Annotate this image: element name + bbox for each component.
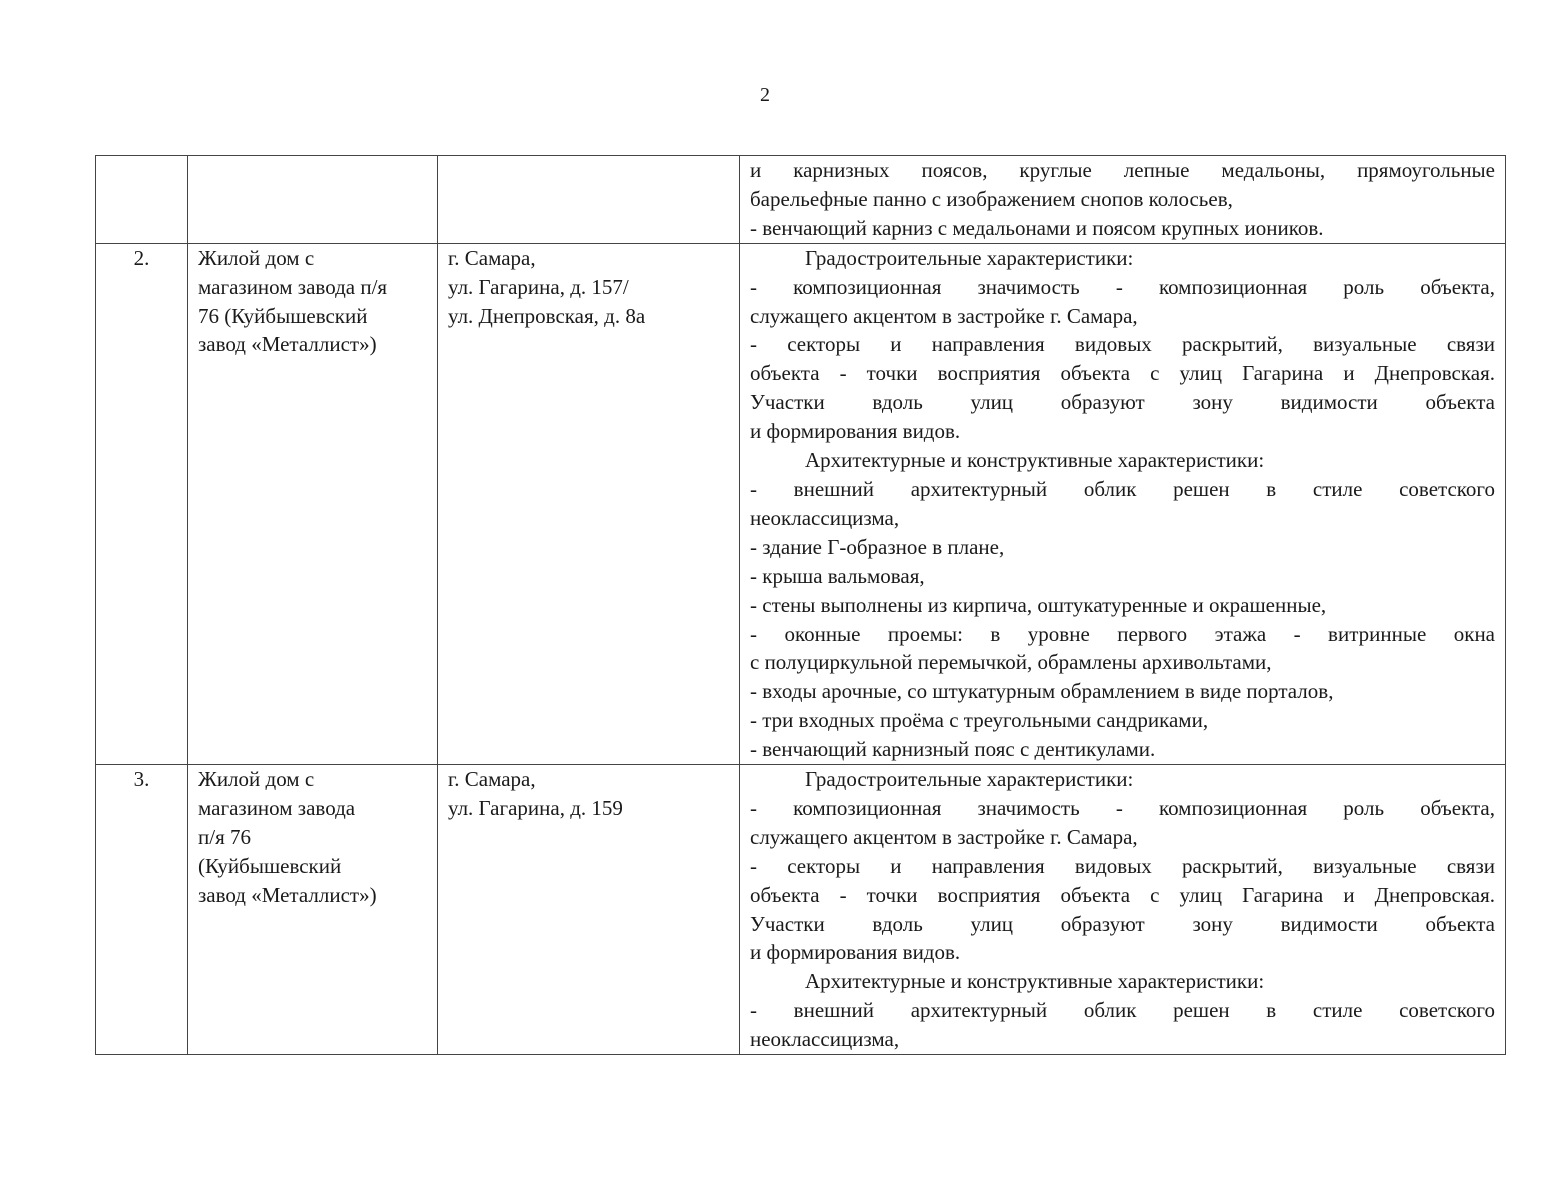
address-cell (438, 765, 740, 1055)
description-line: Участки вдоль улиц образуют зону видимости объекта (750, 390, 1495, 415)
description-line: объекта - точки восприятия объекта с улиц Гагарина и Днепровская. (750, 361, 1495, 386)
description-line: барельефные панно с изображением снопов колосьев, (750, 186, 1233, 211)
address-cell (438, 156, 740, 244)
object-name-line: 76 (Куйбышевский (198, 303, 368, 328)
description-line: неоклассицизма, (750, 505, 900, 530)
object-name-line: магазином завода (198, 795, 356, 820)
description-cell (740, 156, 1506, 244)
object-name-line: завод «Металлист») (198, 882, 377, 907)
description-cell (740, 765, 1506, 1055)
section-heading: Градостроительные характеристики: (805, 245, 1134, 270)
description-line: - входы арочные, со штукатурным обрамлением в виде порталов, (750, 679, 1334, 704)
row-number-cell (96, 765, 188, 1055)
description-line: - внешний архитектурный облик решен в стиле советского (750, 998, 1495, 1023)
description-line: и карнизных поясов, круглые лепные медальоны, прямоугольные (750, 158, 1495, 182)
description-line: - композиционная значимость - композиционная роль объекта, (750, 795, 1495, 820)
object-name-cell (188, 243, 438, 764)
description-line: - секторы и направления видовых раскрытий, визуальные связи (750, 332, 1495, 357)
monuments-table (95, 155, 1506, 1055)
address-line: ул. Днепровская, д. 8а (448, 303, 646, 328)
description-line: - венчающий карниз с медальонами и поясом крупных иоников. (750, 215, 1324, 240)
address-line: г. Самара, (448, 767, 536, 792)
object-name-line: Жилой дом с (198, 245, 315, 270)
object-name-line: завод «Металлист») (198, 332, 377, 357)
object-name-line: (Куйбышевский (198, 853, 342, 878)
description-line: - три входных проёма с треугольными сандриками, (750, 708, 1209, 733)
object-name-cell (188, 156, 438, 244)
description-line: - оконные проемы: в уровне первого этажа - витринные окна (750, 621, 1495, 646)
description-line: - здание Г-образное в плане, (750, 534, 1005, 559)
address-line: ул. Гагарина, д. 157/ (448, 274, 629, 299)
description-line: служащего акцентом в застройке г. Самара, (750, 824, 1138, 849)
description-line: - внешний архитектурный облик решен в стиле советского (750, 476, 1495, 501)
description-line: - секторы и направления видовых раскрытий, визуальные связи (750, 853, 1495, 878)
description-cell (740, 243, 1506, 764)
object-name-line: п/я 76 (198, 824, 251, 849)
address-line: ул. Гагарина, д. 159 (448, 795, 623, 820)
section-heading: Градостроительные характеристики: (805, 767, 1134, 792)
row-number-cell (96, 156, 188, 244)
address-cell (438, 243, 740, 764)
description-line: и формирования видов. (750, 940, 961, 965)
section-heading: Архитектурные и конструктивные характеристики: (805, 448, 1265, 473)
description-line: - композиционная значимость - композиционная роль объекта, (750, 274, 1495, 299)
object-name-line: Жилой дом с (198, 767, 315, 792)
table-row-continuation (96, 156, 1506, 244)
section-heading: Архитектурные и конструктивные характеристики: (805, 969, 1265, 994)
object-name-line: магазином завода п/я (198, 274, 388, 299)
description-line: Участки вдоль улиц образуют зону видимости объекта (750, 911, 1495, 936)
page-number: 2 (760, 84, 770, 106)
description-line: объекта - точки восприятия объекта с улиц Гагарина и Днепровская. (750, 882, 1495, 907)
table-row (96, 243, 1506, 764)
row-number: 2. (133, 245, 150, 270)
description-line: - крыша вальмовая, (750, 563, 925, 588)
description-line: с полуциркульной перемычкой, обрамлены архивольтами, (750, 650, 1272, 675)
description-line: неоклассицизма, (750, 1027, 900, 1052)
row-number-cell (96, 243, 188, 764)
address-line: г. Самара, (448, 245, 536, 270)
description-line: - стены выполнены из кирпича, оштукатуренные и окрашенные, (750, 592, 1327, 617)
table-row (96, 765, 1506, 1055)
description-line: - венчающий карнизный пояс с дентикулами. (750, 737, 1156, 762)
object-name-cell (188, 765, 438, 1055)
row-number: 3. (133, 767, 150, 792)
description-line: служащего акцентом в застройке г. Самара, (750, 303, 1138, 328)
description-line: и формирования видов. (750, 419, 961, 444)
